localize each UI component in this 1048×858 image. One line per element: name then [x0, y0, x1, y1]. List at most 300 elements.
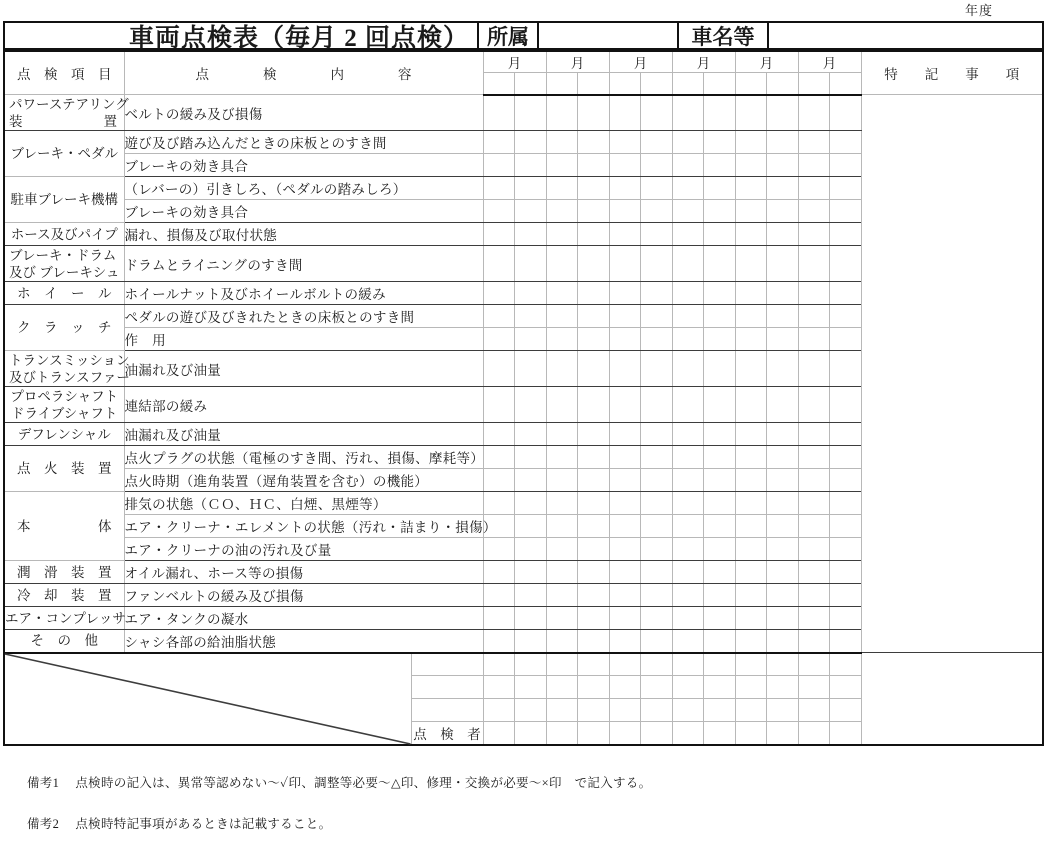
- check-cell[interactable]: [798, 305, 830, 328]
- check-cell[interactable]: [798, 387, 830, 423]
- check-cell[interactable]: [609, 200, 641, 223]
- check-cell[interactable]: [672, 538, 704, 561]
- bottom-check-cell[interactable]: [546, 676, 578, 699]
- check-cell[interactable]: [830, 177, 862, 200]
- check-cell[interactable]: [578, 223, 610, 246]
- bottom-check-cell[interactable]: [515, 699, 547, 722]
- check-cell[interactable]: [798, 131, 830, 154]
- check-cell[interactable]: [735, 446, 767, 469]
- check-cell[interactable]: [735, 131, 767, 154]
- bottom-check-cell[interactable]: [609, 722, 641, 745]
- bottom-check-cell[interactable]: [767, 699, 799, 722]
- check-cell[interactable]: [515, 423, 547, 446]
- check-cell[interactable]: [767, 515, 799, 538]
- check-cell[interactable]: [798, 446, 830, 469]
- check-cell[interactable]: [515, 131, 547, 154]
- check-cell[interactable]: [798, 607, 830, 630]
- bottom-check-cell[interactable]: [483, 653, 515, 676]
- check-cell[interactable]: [767, 305, 799, 328]
- day-cell[interactable]: [798, 73, 830, 95]
- check-cell[interactable]: [767, 328, 799, 351]
- check-cell[interactable]: [830, 387, 862, 423]
- label-cell[interactable]: [411, 676, 483, 699]
- check-cell[interactable]: [704, 446, 736, 469]
- check-cell[interactable]: [483, 282, 515, 305]
- label-cell[interactable]: [411, 699, 483, 722]
- bottom-check-cell[interactable]: [830, 722, 862, 745]
- check-cell[interactable]: [672, 423, 704, 446]
- bottom-check-cell[interactable]: [641, 676, 673, 699]
- check-cell[interactable]: [546, 154, 578, 177]
- check-cell[interactable]: [578, 200, 610, 223]
- check-cell[interactable]: [641, 630, 673, 653]
- check-cell[interactable]: [798, 223, 830, 246]
- check-cell[interactable]: [578, 561, 610, 584]
- bottom-check-cell[interactable]: [578, 699, 610, 722]
- check-cell[interactable]: [735, 246, 767, 282]
- check-cell[interactable]: [735, 538, 767, 561]
- check-cell[interactable]: [546, 538, 578, 561]
- check-cell[interactable]: [672, 387, 704, 423]
- check-cell[interactable]: [483, 607, 515, 630]
- check-cell[interactable]: [830, 584, 862, 607]
- check-cell[interactable]: [672, 154, 704, 177]
- check-cell[interactable]: [704, 223, 736, 246]
- bottom-check-cell[interactable]: [546, 699, 578, 722]
- check-cell[interactable]: [767, 538, 799, 561]
- check-cell[interactable]: [798, 423, 830, 446]
- check-cell[interactable]: [546, 584, 578, 607]
- day-cell[interactable]: [515, 73, 547, 95]
- check-cell[interactable]: [483, 387, 515, 423]
- check-cell[interactable]: [830, 351, 862, 387]
- check-cell[interactable]: [609, 515, 641, 538]
- bottom-check-cell[interactable]: [830, 676, 862, 699]
- check-cell[interactable]: [546, 177, 578, 200]
- check-cell[interactable]: [641, 154, 673, 177]
- check-cell[interactable]: [546, 607, 578, 630]
- bottom-check-cell[interactable]: [798, 653, 830, 676]
- check-cell[interactable]: [546, 95, 578, 131]
- check-cell[interactable]: [641, 200, 673, 223]
- check-cell[interactable]: [546, 561, 578, 584]
- check-cell[interactable]: [546, 387, 578, 423]
- check-cell[interactable]: [578, 387, 610, 423]
- check-cell[interactable]: [767, 561, 799, 584]
- check-cell[interactable]: [704, 328, 736, 351]
- check-cell[interactable]: [515, 492, 547, 515]
- check-cell[interactable]: [735, 351, 767, 387]
- check-cell[interactable]: [609, 446, 641, 469]
- check-cell[interactable]: [704, 469, 736, 492]
- check-cell[interactable]: [546, 305, 578, 328]
- check-cell[interactable]: [798, 492, 830, 515]
- check-cell[interactable]: [704, 492, 736, 515]
- check-cell[interactable]: [578, 446, 610, 469]
- check-cell[interactable]: [704, 200, 736, 223]
- check-cell[interactable]: [515, 607, 547, 630]
- check-cell[interactable]: [830, 538, 862, 561]
- check-cell[interactable]: [609, 387, 641, 423]
- day-cell[interactable]: [735, 73, 767, 95]
- check-cell[interactable]: [483, 246, 515, 282]
- check-cell[interactable]: [735, 607, 767, 630]
- check-cell[interactable]: [483, 328, 515, 351]
- check-cell[interactable]: [735, 328, 767, 351]
- day-cell[interactable]: [546, 73, 578, 95]
- check-cell[interactable]: [735, 492, 767, 515]
- check-cell[interactable]: [735, 561, 767, 584]
- check-cell[interactable]: [735, 95, 767, 131]
- check-cell[interactable]: [641, 131, 673, 154]
- check-cell[interactable]: [609, 630, 641, 653]
- check-cell[interactable]: [704, 95, 736, 131]
- bottom-check-cell[interactable]: [767, 653, 799, 676]
- check-cell[interactable]: [767, 469, 799, 492]
- bottom-check-cell[interactable]: [483, 676, 515, 699]
- check-cell[interactable]: [546, 515, 578, 538]
- check-cell[interactable]: [672, 607, 704, 630]
- check-cell[interactable]: [483, 584, 515, 607]
- check-cell[interactable]: [767, 95, 799, 131]
- check-cell[interactable]: [609, 423, 641, 446]
- check-cell[interactable]: [798, 469, 830, 492]
- check-cell[interactable]: [483, 469, 515, 492]
- check-cell[interactable]: [672, 246, 704, 282]
- check-cell[interactable]: [672, 351, 704, 387]
- check-cell[interactable]: [704, 177, 736, 200]
- check-cell[interactable]: [641, 492, 673, 515]
- check-cell[interactable]: [515, 538, 547, 561]
- check-cell[interactable]: [672, 584, 704, 607]
- check-cell[interactable]: [830, 423, 862, 446]
- check-cell[interactable]: [609, 131, 641, 154]
- check-cell[interactable]: [578, 154, 610, 177]
- check-cell[interactable]: [515, 515, 547, 538]
- check-cell[interactable]: [578, 328, 610, 351]
- check-cell[interactable]: [609, 154, 641, 177]
- vehicle-name-input[interactable]: [769, 23, 1042, 48]
- check-cell[interactable]: [609, 469, 641, 492]
- day-cell[interactable]: [672, 73, 704, 95]
- affiliation-input[interactable]: [539, 23, 679, 48]
- check-cell[interactable]: [704, 246, 736, 282]
- check-cell[interactable]: [735, 177, 767, 200]
- check-cell[interactable]: [641, 446, 673, 469]
- check-cell[interactable]: [609, 584, 641, 607]
- check-cell[interactable]: [609, 305, 641, 328]
- check-cell[interactable]: [515, 95, 547, 131]
- check-cell[interactable]: [735, 515, 767, 538]
- bottom-check-cell[interactable]: [641, 722, 673, 745]
- check-cell[interactable]: [609, 223, 641, 246]
- check-cell[interactable]: [798, 154, 830, 177]
- check-cell[interactable]: [483, 630, 515, 653]
- day-cell[interactable]: [483, 73, 515, 95]
- check-cell[interactable]: [515, 200, 547, 223]
- check-cell[interactable]: [515, 446, 547, 469]
- bottom-check-cell[interactable]: [546, 653, 578, 676]
- check-cell[interactable]: [609, 351, 641, 387]
- check-cell[interactable]: [578, 246, 610, 282]
- bottom-check-cell[interactable]: [483, 722, 515, 745]
- check-cell[interactable]: [578, 95, 610, 131]
- bottom-check-cell[interactable]: [767, 676, 799, 699]
- bottom-check-cell[interactable]: [735, 653, 767, 676]
- check-cell[interactable]: [515, 223, 547, 246]
- check-cell[interactable]: [767, 351, 799, 387]
- check-cell[interactable]: [641, 177, 673, 200]
- check-cell[interactable]: [546, 246, 578, 282]
- check-cell[interactable]: [735, 469, 767, 492]
- check-cell[interactable]: [641, 223, 673, 246]
- bottom-check-cell[interactable]: [704, 722, 736, 745]
- check-cell[interactable]: [578, 607, 610, 630]
- day-cell[interactable]: [578, 73, 610, 95]
- check-cell[interactable]: [798, 584, 830, 607]
- check-cell[interactable]: [515, 561, 547, 584]
- check-cell[interactable]: [641, 607, 673, 630]
- check-cell[interactable]: [830, 246, 862, 282]
- day-cell[interactable]: [704, 73, 736, 95]
- check-cell[interactable]: [704, 282, 736, 305]
- check-cell[interactable]: [483, 223, 515, 246]
- bottom-check-cell[interactable]: [578, 676, 610, 699]
- bottom-check-cell[interactable]: [672, 676, 704, 699]
- label-cell[interactable]: [411, 653, 483, 676]
- bottom-check-cell[interactable]: [672, 699, 704, 722]
- check-cell[interactable]: [515, 584, 547, 607]
- check-cell[interactable]: [641, 469, 673, 492]
- bottom-check-cell[interactable]: [578, 722, 610, 745]
- check-cell[interactable]: [641, 246, 673, 282]
- check-cell[interactable]: [798, 177, 830, 200]
- check-cell[interactable]: [546, 423, 578, 446]
- bottom-check-cell[interactable]: [546, 722, 578, 745]
- check-cell[interactable]: [483, 423, 515, 446]
- check-cell[interactable]: [672, 328, 704, 351]
- check-cell[interactable]: [483, 492, 515, 515]
- check-cell[interactable]: [546, 200, 578, 223]
- bottom-check-cell[interactable]: [609, 699, 641, 722]
- check-cell[interactable]: [515, 630, 547, 653]
- check-cell[interactable]: [578, 584, 610, 607]
- check-cell[interactable]: [483, 200, 515, 223]
- check-cell[interactable]: [672, 561, 704, 584]
- check-cell[interactable]: [546, 223, 578, 246]
- check-cell[interactable]: [578, 469, 610, 492]
- check-cell[interactable]: [546, 131, 578, 154]
- check-cell[interactable]: [767, 177, 799, 200]
- check-cell[interactable]: [735, 584, 767, 607]
- check-cell[interactable]: [609, 328, 641, 351]
- check-cell[interactable]: [483, 351, 515, 387]
- check-cell[interactable]: [735, 305, 767, 328]
- bottom-check-cell[interactable]: [767, 722, 799, 745]
- check-cell[interactable]: [704, 154, 736, 177]
- bottom-check-cell[interactable]: [830, 699, 862, 722]
- check-cell[interactable]: [578, 630, 610, 653]
- check-cell[interactable]: [672, 200, 704, 223]
- check-cell[interactable]: [609, 177, 641, 200]
- check-cell[interactable]: [641, 515, 673, 538]
- check-cell[interactable]: [798, 200, 830, 223]
- bottom-check-cell[interactable]: [798, 699, 830, 722]
- check-cell[interactable]: [483, 154, 515, 177]
- check-cell[interactable]: [767, 423, 799, 446]
- check-cell[interactable]: [798, 630, 830, 653]
- check-cell[interactable]: [641, 328, 673, 351]
- check-cell[interactable]: [830, 131, 862, 154]
- bottom-check-cell[interactable]: [672, 722, 704, 745]
- check-cell[interactable]: [609, 561, 641, 584]
- check-cell[interactable]: [767, 246, 799, 282]
- check-cell[interactable]: [641, 561, 673, 584]
- check-cell[interactable]: [546, 446, 578, 469]
- check-cell[interactable]: [578, 282, 610, 305]
- check-cell[interactable]: [830, 469, 862, 492]
- check-cell[interactable]: [767, 154, 799, 177]
- check-cell[interactable]: [672, 630, 704, 653]
- check-cell[interactable]: [578, 351, 610, 387]
- check-cell[interactable]: [830, 328, 862, 351]
- check-cell[interactable]: [609, 246, 641, 282]
- bottom-check-cell[interactable]: [735, 676, 767, 699]
- check-cell[interactable]: [641, 351, 673, 387]
- bottom-check-cell[interactable]: [515, 653, 547, 676]
- check-cell[interactable]: [546, 328, 578, 351]
- check-cell[interactable]: [830, 200, 862, 223]
- check-cell[interactable]: [515, 328, 547, 351]
- day-cell[interactable]: [767, 73, 799, 95]
- bottom-check-cell[interactable]: [672, 653, 704, 676]
- check-cell[interactable]: [767, 282, 799, 305]
- check-cell[interactable]: [798, 95, 830, 131]
- check-cell[interactable]: [704, 351, 736, 387]
- check-cell[interactable]: [578, 177, 610, 200]
- bottom-check-cell[interactable]: [798, 722, 830, 745]
- check-cell[interactable]: [735, 200, 767, 223]
- bottom-check-cell[interactable]: [735, 699, 767, 722]
- check-cell[interactable]: [546, 630, 578, 653]
- check-cell[interactable]: [704, 607, 736, 630]
- check-cell[interactable]: [767, 630, 799, 653]
- check-cell[interactable]: [641, 423, 673, 446]
- check-cell[interactable]: [830, 607, 862, 630]
- check-cell[interactable]: [515, 282, 547, 305]
- check-cell[interactable]: [767, 584, 799, 607]
- bottom-check-cell[interactable]: [483, 699, 515, 722]
- check-cell[interactable]: [767, 223, 799, 246]
- check-cell[interactable]: [483, 538, 515, 561]
- check-cell[interactable]: [672, 469, 704, 492]
- check-cell[interactable]: [830, 446, 862, 469]
- bottom-notes-area[interactable]: [861, 653, 1043, 745]
- check-cell[interactable]: [830, 282, 862, 305]
- check-cell[interactable]: [578, 515, 610, 538]
- check-cell[interactable]: [578, 131, 610, 154]
- check-cell[interactable]: [578, 305, 610, 328]
- check-cell[interactable]: [546, 282, 578, 305]
- check-cell[interactable]: [515, 469, 547, 492]
- check-cell[interactable]: [798, 246, 830, 282]
- check-cell[interactable]: [672, 95, 704, 131]
- check-cell[interactable]: [609, 95, 641, 131]
- check-cell[interactable]: [515, 351, 547, 387]
- check-cell[interactable]: [704, 387, 736, 423]
- check-cell[interactable]: [672, 177, 704, 200]
- bottom-check-cell[interactable]: [704, 653, 736, 676]
- check-cell[interactable]: [767, 200, 799, 223]
- check-cell[interactable]: [483, 177, 515, 200]
- check-cell[interactable]: [704, 561, 736, 584]
- check-cell[interactable]: [515, 246, 547, 282]
- check-cell[interactable]: [830, 305, 862, 328]
- bottom-check-cell[interactable]: [609, 676, 641, 699]
- check-cell[interactable]: [704, 630, 736, 653]
- check-cell[interactable]: [830, 492, 862, 515]
- bottom-check-cell[interactable]: [515, 676, 547, 699]
- check-cell[interactable]: [830, 223, 862, 246]
- check-cell[interactable]: [641, 95, 673, 131]
- check-cell[interactable]: [798, 328, 830, 351]
- check-cell[interactable]: [704, 305, 736, 328]
- check-cell[interactable]: [609, 538, 641, 561]
- check-cell[interactable]: [798, 351, 830, 387]
- check-cell[interactable]: [546, 492, 578, 515]
- check-cell[interactable]: [483, 305, 515, 328]
- check-cell[interactable]: [515, 177, 547, 200]
- check-cell[interactable]: [767, 492, 799, 515]
- check-cell[interactable]: [735, 223, 767, 246]
- check-cell[interactable]: [830, 515, 862, 538]
- bottom-check-cell[interactable]: [641, 699, 673, 722]
- check-cell[interactable]: [641, 305, 673, 328]
- check-cell[interactable]: [546, 469, 578, 492]
- check-cell[interactable]: [767, 387, 799, 423]
- check-cell[interactable]: [672, 282, 704, 305]
- day-cell[interactable]: [830, 73, 862, 95]
- check-cell[interactable]: [641, 584, 673, 607]
- check-cell[interactable]: [735, 154, 767, 177]
- check-cell[interactable]: [672, 131, 704, 154]
- check-cell[interactable]: [735, 423, 767, 446]
- check-cell[interactable]: [704, 538, 736, 561]
- bottom-check-cell[interactable]: [735, 722, 767, 745]
- check-cell[interactable]: [830, 95, 862, 131]
- check-cell[interactable]: [672, 515, 704, 538]
- check-cell[interactable]: [483, 131, 515, 154]
- bottom-check-cell[interactable]: [798, 676, 830, 699]
- bottom-check-cell[interactable]: [609, 653, 641, 676]
- check-cell[interactable]: [546, 351, 578, 387]
- check-cell[interactable]: [767, 131, 799, 154]
- check-cell[interactable]: [483, 561, 515, 584]
- bottom-check-cell[interactable]: [515, 722, 547, 745]
- bottom-check-cell[interactable]: [704, 699, 736, 722]
- check-cell[interactable]: [798, 538, 830, 561]
- check-cell[interactable]: [672, 492, 704, 515]
- check-cell[interactable]: [704, 423, 736, 446]
- check-cell[interactable]: [578, 492, 610, 515]
- check-cell[interactable]: [830, 630, 862, 653]
- check-cell[interactable]: [830, 154, 862, 177]
- check-cell[interactable]: [515, 305, 547, 328]
- bottom-check-cell[interactable]: [704, 676, 736, 699]
- bottom-check-cell[interactable]: [578, 653, 610, 676]
- check-cell[interactable]: [641, 538, 673, 561]
- check-cell[interactable]: [704, 515, 736, 538]
